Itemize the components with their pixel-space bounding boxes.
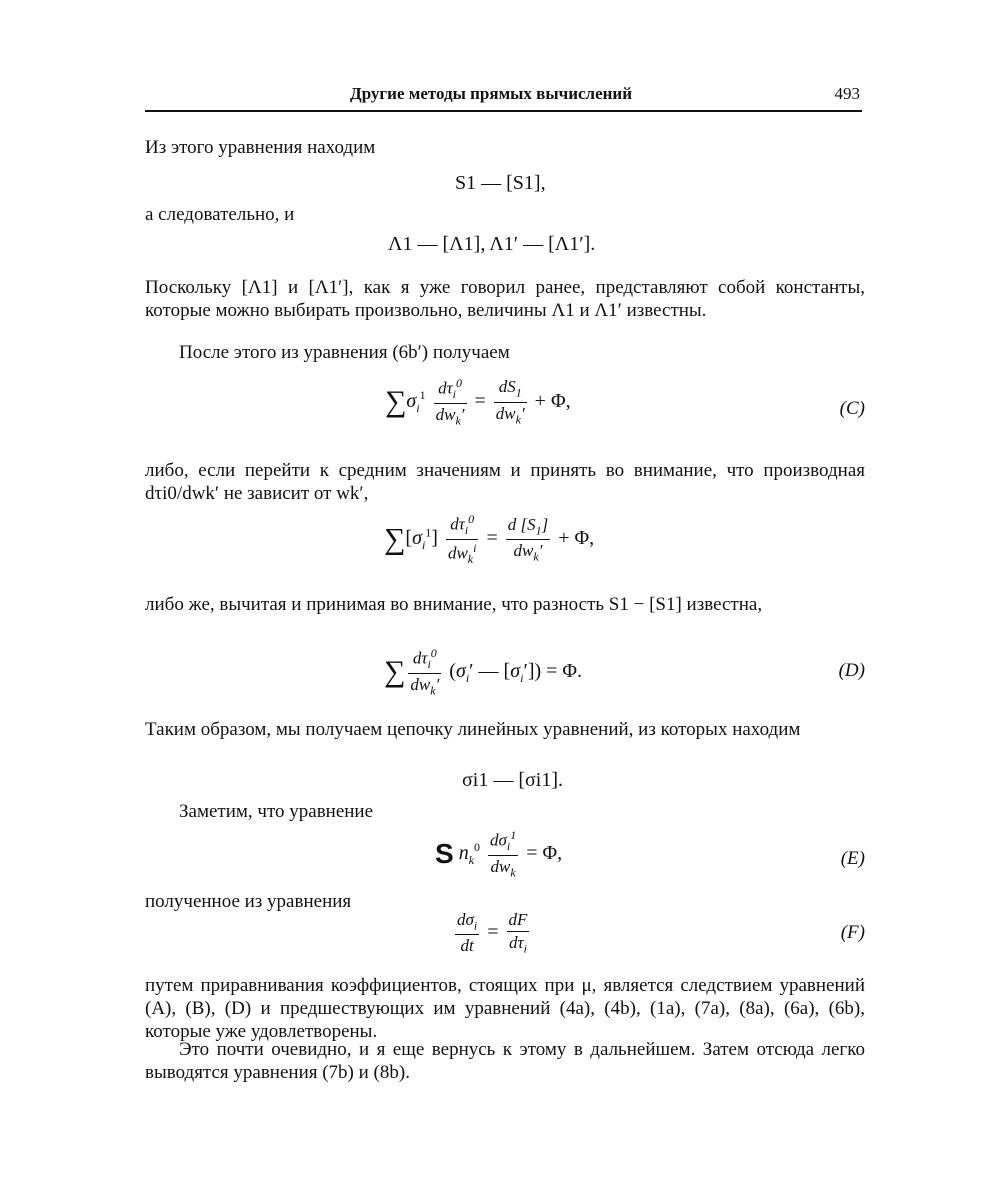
paragraph-11: Это почти очевидно, и я еще вернусь к этому в дальнейшем. Затем отсюда легко выводятся уравнения (7b) и (8b). [145, 1039, 865, 1083]
equation-e: S $n_k^0$ $\frac{d\sigma_i^1}{dw_k}$ = Φ, [435, 828, 563, 880]
paragraph-9: полученное из уравнения [145, 891, 352, 912]
equation-f: $\frac{d\sigma_i}{dt}$ = $\frac{dF}{d\tau_i}$ [457, 910, 528, 956]
equation-mean: $\sum[\sigma_i^1]$ $\frac{d\tau_i^0}{dw_k^i}$ = $\frac{d [S_1]}{dw_k'}$ + Φ, [384, 512, 595, 567]
paragraph-1: Из этого уравнения находим [145, 137, 376, 158]
equation-e-label: (E) [840, 848, 865, 869]
paragraph-10: путем приравнивания коэффициентов, стоящих при μ, является следствием уравнений (A), (B), (D) и предшествующих им уравнений (4a), (4b), (1a), (7a), (8a), (6a), (6b), которые уже удовлетворены. [145, 975, 865, 1042]
paragraph-6: либо же, вычитая и принимая во внимание, что разность S1 − [S1] известна, [145, 594, 763, 615]
paragraph-4: После этого из уравнения (6b′) получаем [179, 342, 510, 363]
header-title: Другие методы прямых вычислений [350, 84, 633, 103]
equation-s1: S1 — [S1], [455, 172, 546, 194]
equation-sigma: σi1 — [σi1]. [462, 769, 563, 791]
running-header [145, 82, 862, 112]
equation-d-label: (D) [838, 660, 865, 681]
equation-f-label: (F) [840, 922, 865, 943]
paragraph-3: Поскольку [Λ1] и [Λ1′], как я уже говорил ранее, представляют собой константы, которые можно выбирать произвольно, величины Λ1 и Λ1′ известны. [145, 277, 865, 321]
equation-lambda: Λ1 — [Λ1], Λ1′ — [Λ1′]. [388, 233, 596, 255]
paragraph-8: Заметим, что уравнение [179, 801, 374, 822]
equation-d: ∑ $\frac{d\tau_i^0}{dw_k'}$ ($\sigma_i'$ — $[\sigma_i']) = \Phi$. [384, 646, 583, 698]
paragraph-7: Таким образом, мы получаем цепочку линейных уравнений, из которых находим [145, 719, 801, 740]
equation-c-label: (C) [839, 398, 865, 419]
page-number: 493 [834, 84, 860, 103]
paragraph-2: а следовательно, и [145, 204, 295, 225]
equation-c: $\sum\sigma_i^1$ $\frac{d\tau_i^0}{dw_k'}$ = $\frac{dS_1}{dw_k'}$ + Φ, [385, 376, 571, 428]
paragraph-5: либо, если перейти к средним значениям и принять во внимание, что производная dτi0/dwk′ не зависит от wk′, [145, 460, 865, 504]
